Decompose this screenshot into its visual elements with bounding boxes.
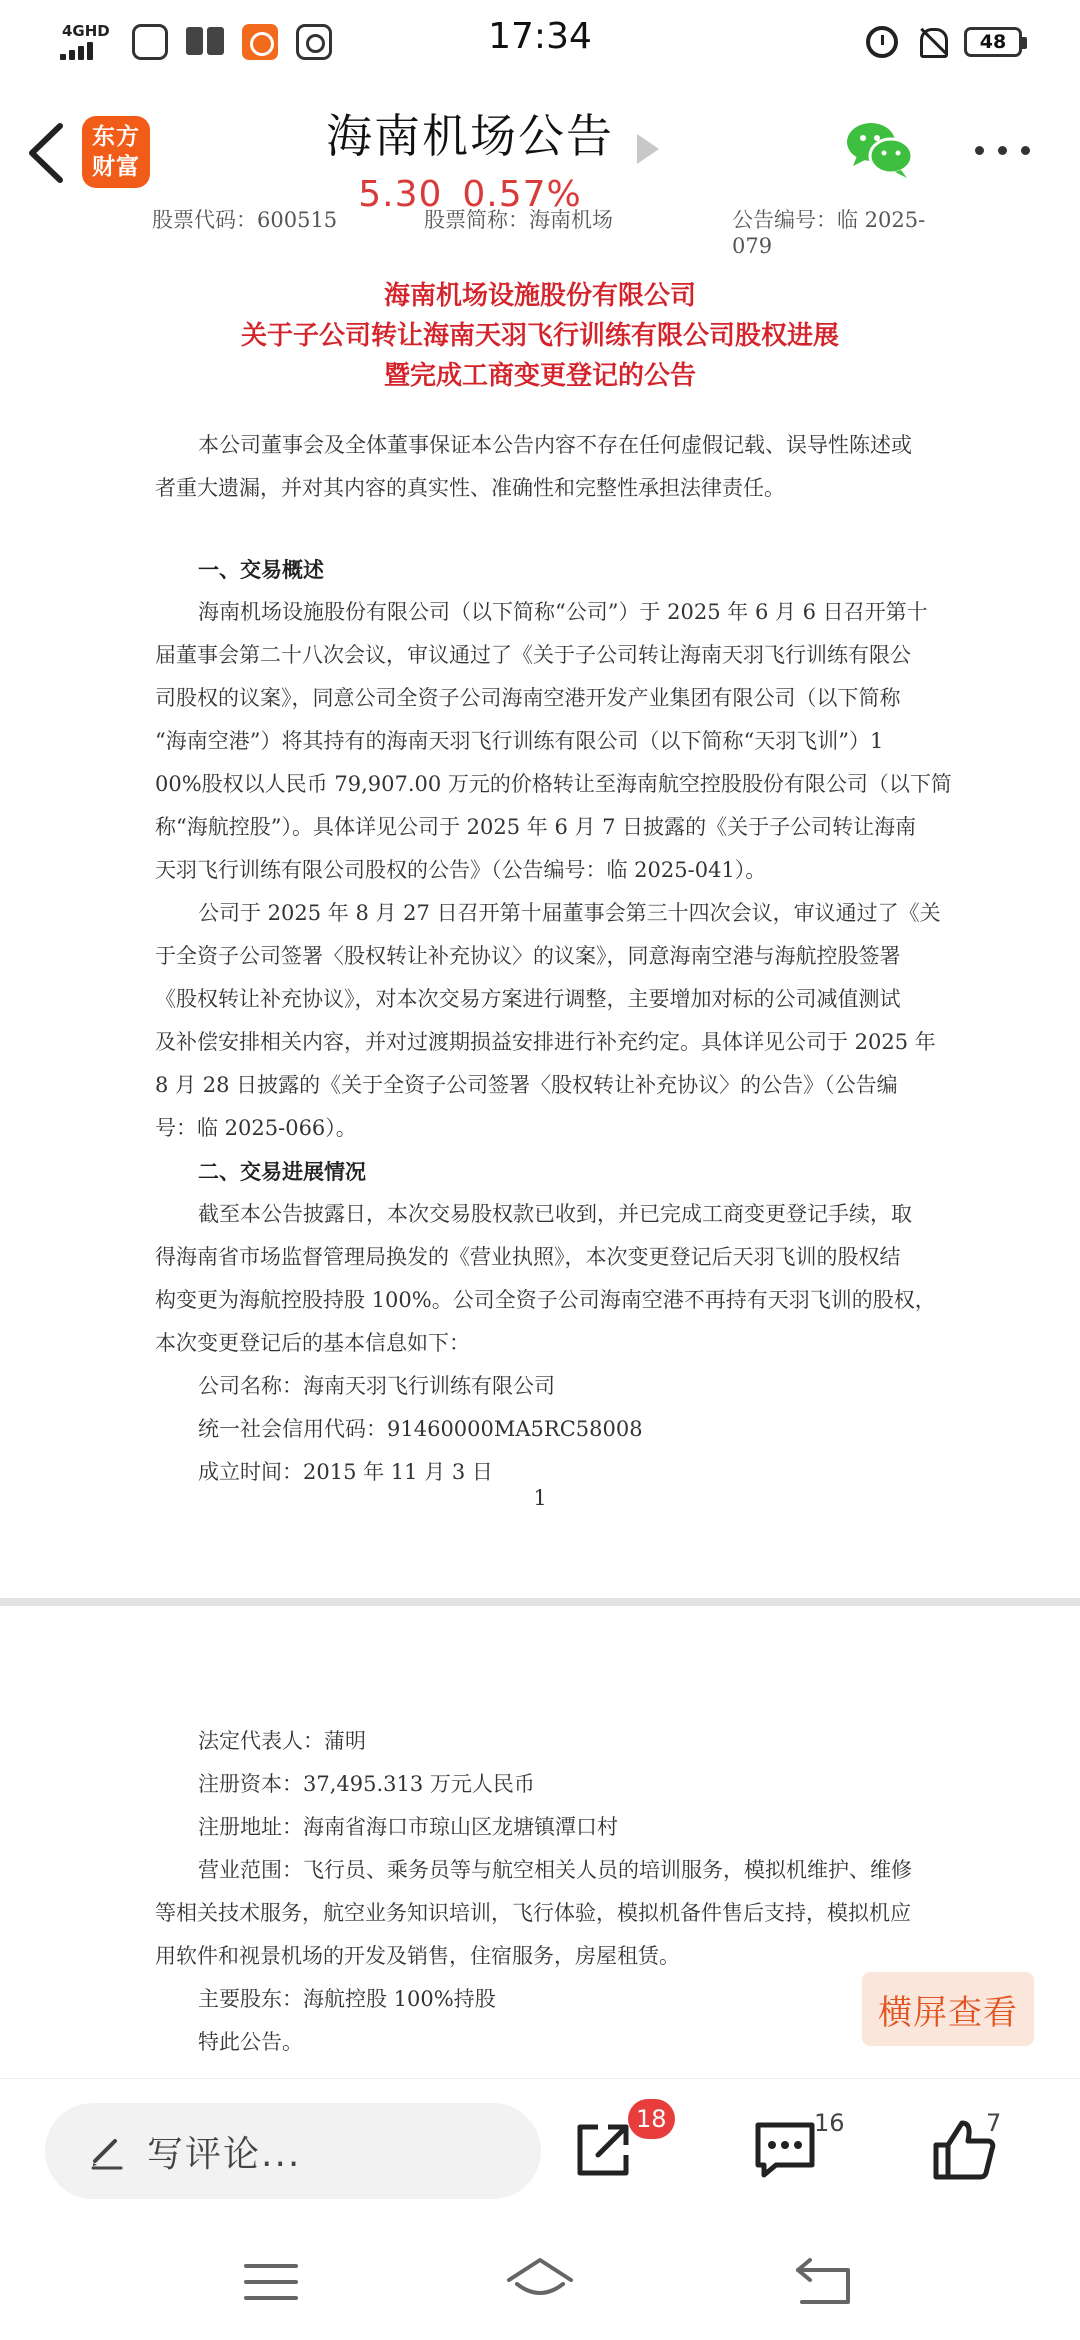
paragraph-line: 本次变更登记后的基本信息如下： [155,1331,470,1355]
header [0,80,1080,220]
stock-code: 股票代码：600515 [152,208,338,232]
section-heading: 一、交易概述 [198,557,324,582]
landscape-view-button[interactable]: 横屏查看 [862,1972,1034,2046]
page-title: 海南机场公告 [326,109,614,163]
menu-icon[interactable] [236,2254,306,2310]
mute-icon [916,26,946,58]
paragraph-line: 天羽飞行训练有限公司股权的公告》（公告编号：临 2025-041）。 [155,858,767,882]
statement-line: 本公司董事会及全体董事保证本公告内容不存在任何虚假记载、误导性陈述或 [198,433,912,457]
comment-input[interactable] [45,2103,541,2199]
founding-date-line: 成立时间：2015 年 11 月 3 日 [198,1460,493,1484]
home-icon[interactable] [505,2254,575,2310]
page-divider [0,1598,1080,1606]
document-title-line: 关于子公司转让海南天羽飞行训练有限公司股权进展 [240,321,839,351]
document-title-line: 海南机场设施股份有限公司 [383,281,696,311]
network-type: 4GHD [62,22,110,40]
credit-code-line: 统一社会信用代码：91460000MA5RC58008 [198,1417,643,1441]
logo-text-top: 东方 [92,124,140,150]
paragraph-line: 得海南省市场监督管理局换发的《营业执照》，本次变更登记后天羽飞训的股权结 [155,1245,901,1269]
alarm-icon [866,26,898,58]
legal-rep-line: 法定代表人：蒲明 [198,1729,366,1753]
paragraph-line: 号：临 2025-066）。 [155,1116,357,1140]
paragraph-line: 海南机场设施股份有限公司（以下简称“公司”）于 2025 年 6 月 6 日召开第十 [198,600,928,624]
wechat-icon[interactable] [845,120,915,180]
paragraph-line: 截至本公告披露日，本次交易股权款已收到，并已完成工商变更登记手续，取 [198,1202,912,1226]
paragraph-line: 《股权转让补充协议》，对本次交易方案进行调整，主要增加对标的公司减值测试 [155,987,901,1011]
paragraph-line: 届董事会第二十八次会议，审议通过了《关于子公司转让海南天羽飞行训练有限公 [155,643,911,667]
app-logo [82,116,150,188]
more-icon[interactable] [975,146,1030,155]
title-block [270,100,670,215]
paragraph-line: “海南空港”）将其持有的海南天羽飞行训练有限公司（以下简称“天羽飞训”）1 [155,729,884,753]
paragraph-line: 00%股权以人民币 79,907.00 万元的价格转让至海南航空控股股份有限公司（以下简 [155,772,952,796]
announcement-number: 公告编号：临 2025-079 [732,208,926,258]
business-scope-line: 用软件和视景机场的开发及销售，住宿服务，房屋租赁。 [155,1944,680,1968]
stock-short-name: 股票简称：海南机场 [424,208,613,232]
paragraph-line: 及补偿安排相关内容，并对过渡期损益安排进行补充约定。具体详见公司于 2025 年 [155,1030,936,1054]
business-scope-line: 营业范围：飞行员、乘务员等与航空相关人员的培训服务，模拟机维护、维修 [198,1858,912,1882]
comment-count: 16 [814,2109,845,2137]
back-nav-icon[interactable] [790,2254,860,2310]
paragraph-line: 司股权的议案》，同意公司全资子公司海南空港开发产业集团有限公司（以下简称 [155,686,901,710]
company-name-line: 公司名称：海南天羽飞行训练有限公司 [198,1374,555,1398]
stock-price: 5.30 [358,174,443,215]
paragraph-line: 公司于 2025 年 8 月 27 日召开第十届董事会第三十四次会议，审议通过了《关 [198,901,941,925]
document-cut-header [152,204,952,258]
logo-text-bottom: 财富 [92,154,140,180]
document-title-line: 暨完成工商变更登记的公告 [383,361,696,391]
share-icon[interactable] [568,2115,638,2185]
bottom-action-bar [0,2078,1080,2228]
paragraph-line: 于全资子公司签署〈股权转让补充协议〉的议案》，同意海南空港与海航控股签署 [155,944,901,968]
registered-address-line: 注册地址：海南省海口市琼山区龙塘镇潭口村 [198,1815,618,1839]
closing-line: 特此公告。 [198,2030,303,2054]
share-count-badge: 18 [628,2099,675,2139]
price-change: 0.57% [462,174,582,215]
shareholder-line: 主要股东：海航控股 100%持股 [198,1987,496,2011]
comment-icon[interactable] [750,2115,820,2185]
statement-line: 者重大遗漏，并对其内容的真实性、准确性和完整性承担法律责任。 [155,476,785,500]
like-count: 7 [986,2109,1002,2137]
clock: 17:34 [488,16,592,57]
paragraph-line: 称“海航控股”）。具体详见公司于 2025 年 6 月 7 日披露的《关于子公司转让海南 [155,815,917,839]
status-bar [0,0,1080,80]
system-nav-bar [0,2228,1080,2340]
paragraph-line: 8 月 28 日披露的《关于全资子公司签署〈股权转让补充协议〉的公告》（公告编 [155,1073,898,1097]
pencil-icon [87,2131,127,2171]
paragraph-line: 构变更为海航控股持股 100%。公司全资子公司海南空港不再持有天羽飞训的股权， [155,1288,936,1312]
section-heading: 二、交易进展情况 [198,1159,366,1184]
battery-icon: 48 [964,27,1022,57]
comment-placeholder: 写评论... [147,2133,302,2175]
business-scope-line: 等相关技术服务，航空业务知识培训，飞行体验，模拟机备件售后支持，模拟机应 [155,1901,911,1925]
back-arrow-icon[interactable] [22,120,72,186]
play-triangle-icon[interactable] [637,134,659,164]
page-number: 1 [533,1486,547,1510]
registered-capital-line: 注册资本：37,495.313 万元人民币 [198,1772,535,1796]
